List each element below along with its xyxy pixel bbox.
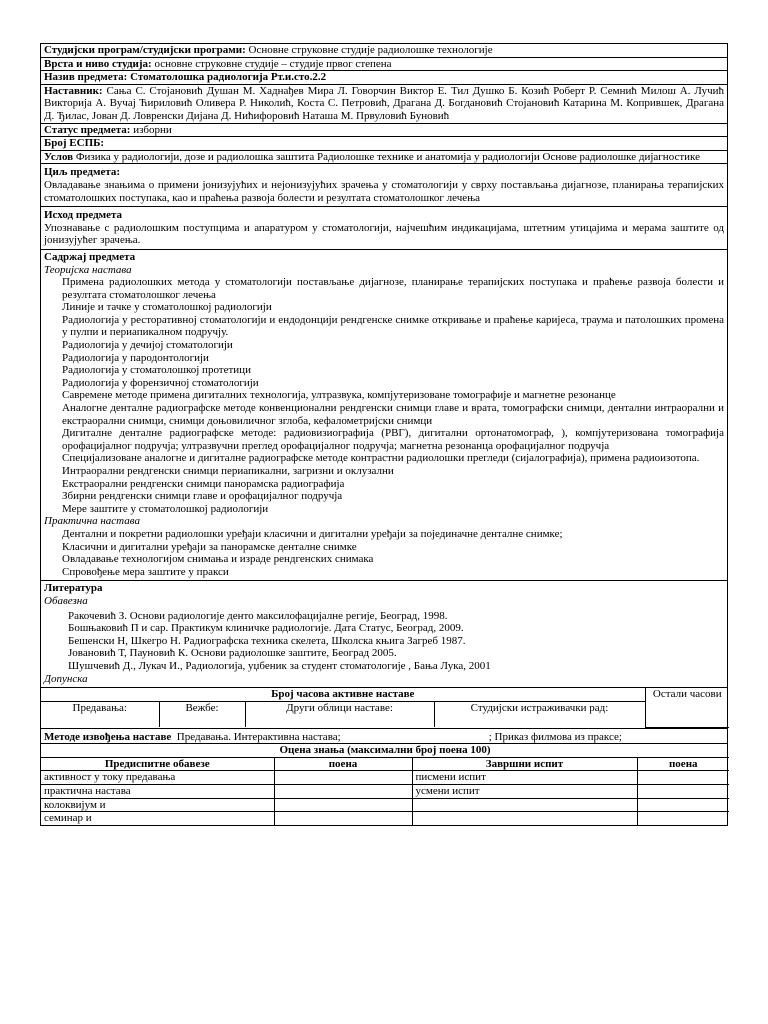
condition-label: Услов: [44, 150, 74, 163]
hours-title: Број часова активне наставе: [41, 688, 645, 701]
goal-label: Циљ предмета:: [44, 166, 121, 179]
list-item: Примена радиолошких метода у стоматологији постављање дијагнозе, планирање терапијских поступака и праћење развоја болести и резултата стоматолошког лечења: [62, 276, 724, 301]
table-row: [41, 785, 729, 799]
ects-label: Број ЕСПБ:: [44, 137, 105, 150]
other-forms-label: Други облици наставе:: [245, 701, 434, 727]
list-item: Специјализоване аналогне и дигиталне радиографске методе контрастни радиолошки прегледи (сијалографија), примена радиоизотопа.: [62, 452, 700, 465]
status-row: [41, 123, 728, 137]
table-cell: усмени испит: [412, 785, 637, 799]
table-cell: семинар и: [41, 812, 274, 825]
level-value: основне струковне студије – студије првог степена: [154, 57, 392, 70]
grading-header: поена: [274, 757, 412, 771]
other-hours-label: Остали часови: [645, 688, 729, 727]
grading-header: поена: [637, 757, 729, 771]
list-item: Бошњаковић П и сар. Практикум клиничке радиологије. Дата Статус, Београд, 2009.: [68, 622, 464, 635]
course-table: [40, 43, 728, 826]
teachers-row: [41, 84, 728, 123]
level-row: [41, 57, 728, 71]
subject-title: Назив предмета: Стоматолошка радиологија Рт.и.сто.2.2: [44, 71, 327, 84]
list-item: Савремене методе примена дигиталних технологија, ултразвука, компјутеризоване томографије и магнетне резонанце: [62, 389, 616, 402]
list-item: Аналогне денталне радиографске методе конвенционални рендгенски снимци главе и врата, томографски снимци, дентални интраорални и екстраорални снимци, снимци доњовиличног зглоба, кефалометријски снимци: [62, 402, 724, 427]
list-item: Радиологија у ресторативној стоматологији и ендодонцији рендгенске снимке откривање и праћење каријеса, траума и патолошких промена у пулпи и периапикалном подручју.: [62, 313, 724, 339]
additional-label: Допунска: [44, 672, 88, 685]
list-item: Радиологија у пародонтологији: [62, 351, 209, 364]
program-label: Студијски програм/студијски програми:: [44, 44, 246, 56]
course-specification: [40, 43, 728, 826]
list-item: Збирни рендгенски снимци главе и орофацијалног подручја: [62, 490, 343, 503]
methods-value-2: ; Приказ филмова из праксе;: [488, 730, 622, 743]
list-item: Интраорални рендгенски снимци периапикални, загризни и оклузални: [62, 465, 394, 477]
table-cell: [274, 785, 412, 799]
table-cell: активност у току предавања: [41, 771, 274, 785]
methods-label: Методе извођења наставе: [44, 730, 172, 743]
teachers-value: Сања С. Стојановић Душан М. Хаднађев Мира Л. Говорчин Виктор Е. Тил Душко Б. Козић Роберт Р. Семнић Милош А. Лучић Викторија А. Вучај Ћириловић Оливера Р. Николић, Коста С. Петровић, Драгана Д. Богдановић Стојановић Катарина М. Копрившек, Драгана Д. Ђилас, Јован Д. Ловренски Дијана Д. Нићифоровић Наташа М. Првуловић Буновић: [44, 84, 725, 122]
literature-list: [44, 610, 724, 673]
goal-row: [41, 164, 728, 207]
subject-row: [41, 71, 728, 85]
exercises-label: Вежбе:: [159, 701, 245, 727]
table-cell: писмени испит: [412, 771, 637, 785]
lectures-label: Предавања:: [41, 701, 159, 727]
list-item: Радиологија у форензичној стоматологији: [62, 376, 259, 389]
methods-value: Предавања. Интерактивна настава;: [176, 730, 341, 743]
content-label: Садржај предмета: [44, 250, 136, 263]
teachers-label: Наставник:: [44, 84, 103, 97]
mandatory-label: Обавезна: [44, 594, 88, 607]
table-cell: [637, 771, 729, 785]
level-label: Врста и ниво студија:: [44, 57, 152, 70]
methods-row: [41, 728, 728, 744]
outcome-value: Упознавање с радиолошким поступцима и апаратуром у стоматологији, најчешћим индикацијама, штетним утицајима и мерама заштите од јонизујућег зрачења.: [44, 221, 724, 247]
grading-title: Оцена знања (максимални број поена 100): [41, 744, 729, 757]
list-item: Шушчевић Д., Лукач И., Радиологија, уџбеник за студент стоматологије , Бања Лука, 2001: [68, 659, 491, 672]
status-value: изборни: [133, 123, 172, 136]
table-cell: [637, 785, 729, 799]
table-cell: [637, 812, 729, 825]
content-row: [41, 249, 728, 580]
grading-table: [41, 744, 729, 825]
list-item: Овладавање технологијом снимања и израде рендгенских снимака: [62, 553, 374, 566]
status-label: Статус предмета:: [44, 123, 131, 136]
outcome-label: Исход предмета: [44, 209, 123, 222]
goal-value: Овладавање знањима о примени јонизујућих и нејонизујућих зрачења у стоматологији у сврху постављања дијагнозе, планирања терапијских стоматолошких поступака, као и праћења развоја болести и резултата стоматолошког лечења: [44, 178, 724, 204]
list-item: Радиологија у стоматолошкој протетици: [62, 364, 251, 377]
table-cell: [412, 812, 637, 825]
list-item: Бешенски Н, Шкегро Н. Радиографска техника скелета, Школска књига Загреб 1987.: [68, 634, 466, 647]
outcome-row: [41, 207, 728, 250]
theory-list: [44, 276, 724, 515]
practice-list: [44, 528, 724, 578]
table-cell: [412, 798, 637, 812]
list-item: Мере заштите у стоматолошкој радиологији: [62, 502, 269, 515]
hours-table: [41, 688, 729, 728]
list-item: Јовановић Т, Пауновић К. Основи радиолошке заштите, Београд 2005.: [68, 647, 397, 660]
program-row: [41, 44, 728, 58]
table-row: [41, 771, 729, 785]
list-item: Дентални и покретни радиолошки уређаји класични и дигитални уређаји за појединачне денталне снимке;: [62, 527, 563, 540]
list-item: Спровођење мера заштите у пракси: [62, 565, 229, 578]
condition-row: [41, 150, 728, 164]
program-value: Основне струковне студије радиолошке технологије: [248, 44, 493, 56]
list-item: Дигиталне денталне радиографске методе: радиовизиографија (РВГ), дигитални ортонатомограф, ), компјутеризована томографија орофацијалног подручја; ултразвучни преглед орофацијалног подручја; магнетна резонанца орофацијалног подручја: [62, 427, 724, 452]
literature-label: Литература: [44, 582, 103, 595]
table-row: [41, 798, 729, 812]
ects-row: [41, 137, 728, 151]
practice-label: Практична настава: [44, 515, 140, 528]
hours-row: [41, 688, 728, 729]
table-cell: [637, 798, 729, 812]
list-item: Екстраорални рендгенски снимци панорамска радиографија: [62, 477, 345, 490]
table-cell: [274, 771, 412, 785]
grading-row: [41, 744, 728, 826]
table-cell: [274, 798, 412, 812]
grading-header: Завршни испит: [412, 757, 637, 771]
list-item: Ракочевић З. Основи радиологије денто максилофацијалне регије, Београд, 1998.: [68, 609, 448, 622]
theory-label: Теоријска настава: [44, 263, 132, 276]
table-cell: колоквијум и: [41, 798, 274, 812]
table-row: [41, 812, 729, 825]
literature-row: [41, 581, 728, 688]
list-item: Линије и тачке у стоматолошкој радиологији: [62, 301, 272, 314]
grading-header: Предиспитне обавезе: [41, 757, 274, 771]
table-cell: практична настава: [41, 785, 274, 799]
list-item: Радиологија у дечијој стоматологији: [62, 339, 233, 352]
research-label: Студијски истраживачки рад:: [434, 701, 645, 727]
list-item: Класични и дигитални уређаји за панорамске денталне снимке: [62, 540, 357, 553]
condition-value: Физика у радиологији, дозе и радиолошка заштита Радиолошке технике и анатомија у радиологији Основе радиолошке дијагностике: [75, 150, 700, 163]
table-cell: [274, 812, 412, 825]
